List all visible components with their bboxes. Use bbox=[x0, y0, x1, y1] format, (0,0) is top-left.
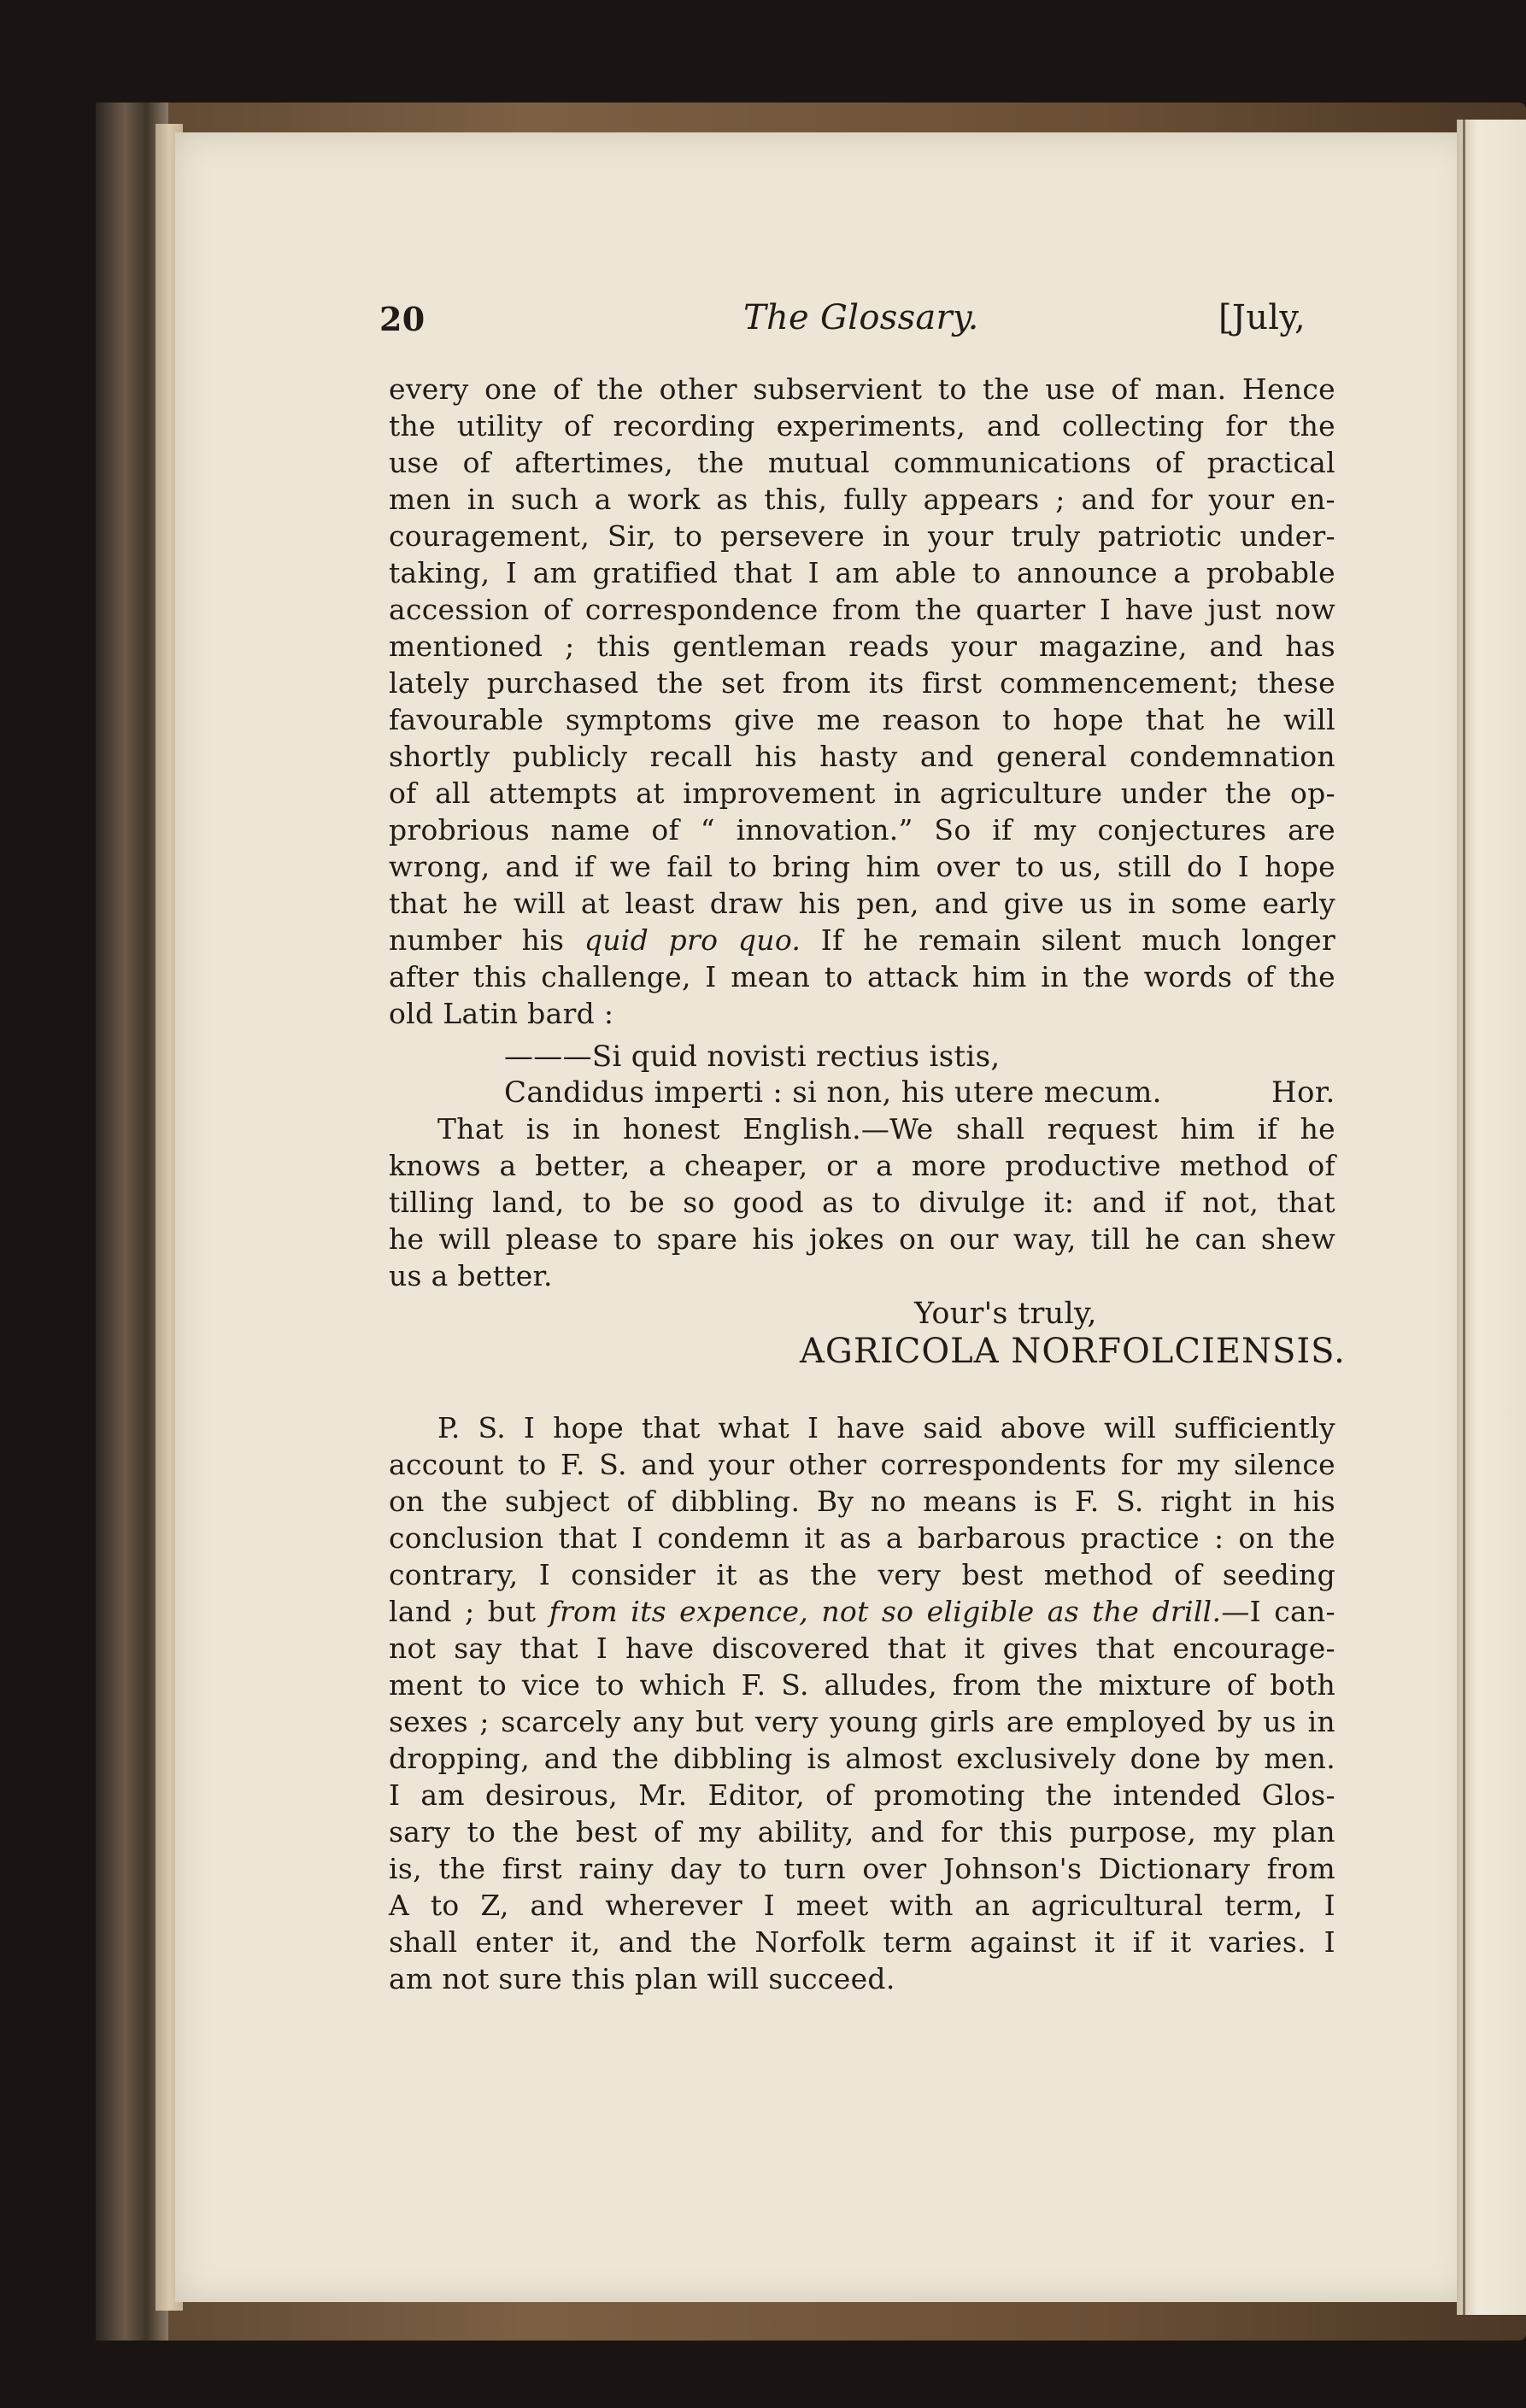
text-line bbox=[389, 922, 1335, 959]
verse-line-1: ———Si quid novisti rectius istis, bbox=[504, 1040, 1001, 1074]
text-line: knows a better, a cheaper, or a more productive method of bbox=[389, 1149, 1335, 1182]
text-line: of all attempts at improvement in agriculture under the op- bbox=[389, 776, 1335, 810]
text-line: after this challenge, I mean to attack him in the words of the bbox=[389, 960, 1335, 993]
text-line: every one of the other subservient to the use of man. Hence bbox=[389, 372, 1335, 406]
text-line: That is in honest English.—We shall request him if he bbox=[437, 1112, 1335, 1145]
header-date: [July, bbox=[1218, 298, 1306, 337]
text-line: conclusion that I condemn it as a barbarous practice : on the bbox=[389, 1521, 1335, 1555]
text-line: favourable symptoms give me reason to hope that he will bbox=[389, 703, 1335, 736]
text-line: old Latin bard : bbox=[389, 997, 614, 1030]
verse-attribution: Hor. bbox=[1271, 1075, 1335, 1110]
text-line bbox=[389, 1593, 1335, 1631]
text-line: is, the first rainy day to turn over Johnson's Dictionary from bbox=[389, 1852, 1335, 1885]
text-line: probrious name of “ innovation.” So if my conjectures are bbox=[389, 813, 1335, 847]
text-segment: —I can- bbox=[1221, 1595, 1335, 1628]
text-line: on the subject of dibbling. By no means is F. S. right in his bbox=[389, 1485, 1335, 1518]
text-line: taking, I am gratified that I am able to announce a probable bbox=[389, 556, 1335, 589]
text-line: account to F. S. and your other correspondents for my silence bbox=[389, 1448, 1335, 1481]
text-line: he will please to spare his jokes on our way, till he can shew bbox=[389, 1222, 1335, 1256]
text-line: wrong, and if we fail to bring him over to us, still do I hope bbox=[389, 850, 1335, 883]
text-line: sexes ; scarcely any but very young girls are employed by us in bbox=[389, 1705, 1335, 1738]
italic-phrase: from its expence, not so eligible as the drill. bbox=[549, 1595, 1222, 1628]
text-line: lately purchased the set from its first commencement; these bbox=[389, 666, 1335, 700]
italic-phrase: quid pro quo. bbox=[584, 923, 801, 957]
text-segment: land ; but bbox=[389, 1595, 549, 1628]
text-line: I am desirous, Mr. Editor, of promoting the intended Glos- bbox=[389, 1778, 1335, 1812]
text-line: contrary, I consider it as the very best method of seeding bbox=[389, 1558, 1335, 1591]
text-line: shortly publicly recall his hasty and general condemnation bbox=[389, 740, 1335, 773]
text-line: shall enter it, and the Norfolk term against it if it varies. I bbox=[389, 1925, 1335, 1959]
closing: Your's truly, bbox=[914, 1297, 1097, 1331]
text-line: P. S. I hope that what I have said above will sufficiently bbox=[437, 1411, 1335, 1444]
text-line: that he will at least draw his pen, and give us in some early bbox=[389, 887, 1335, 920]
text-line: mentioned ; this gentleman reads your magazine, and has bbox=[389, 630, 1335, 663]
text-line: use of aftertimes, the mutual communications of practical bbox=[389, 446, 1335, 479]
text-line: couragement, Sir, to persevere in your truly patriotic under- bbox=[389, 519, 1335, 553]
verse-line-2: Candidus imperti : si non, his utere mecum. bbox=[504, 1075, 1162, 1110]
text-line: not say that I have discovered that it gives that encourage- bbox=[389, 1632, 1335, 1665]
text-line: sary to the best of my ability, and for this purpose, my plan bbox=[389, 1815, 1335, 1848]
text-line: am not sure this plan will succeed. bbox=[389, 1962, 895, 1995]
text-line: accession of correspondence from the quarter I have just now bbox=[389, 593, 1335, 626]
text-line: the utility of recording experiments, and collecting for the bbox=[389, 409, 1335, 442]
text-line: men in such a work as this, fully appears ; and for your en- bbox=[389, 483, 1335, 516]
text-segment: number his bbox=[389, 923, 584, 957]
text-line: dropping, and the dibbling is almost exclusively done by men. bbox=[389, 1742, 1335, 1775]
text-line: us a better. bbox=[389, 1259, 553, 1292]
running-title: The Glossary. bbox=[743, 298, 979, 337]
page-number: 20 bbox=[379, 300, 426, 338]
signature-name: AGRICOLA NORFOLCIENSIS. bbox=[800, 1332, 1346, 1371]
text-line: A to Z, and wherever I meet with an agricultural term, I bbox=[389, 1889, 1335, 1922]
text-segment: If he remain silent much longer bbox=[801, 923, 1336, 957]
text-line: ment to vice to which F. S. alludes, from the mixture of both bbox=[389, 1668, 1335, 1702]
text-line: tilling land, to be so good as to divulge it: and if not, that bbox=[389, 1186, 1335, 1219]
